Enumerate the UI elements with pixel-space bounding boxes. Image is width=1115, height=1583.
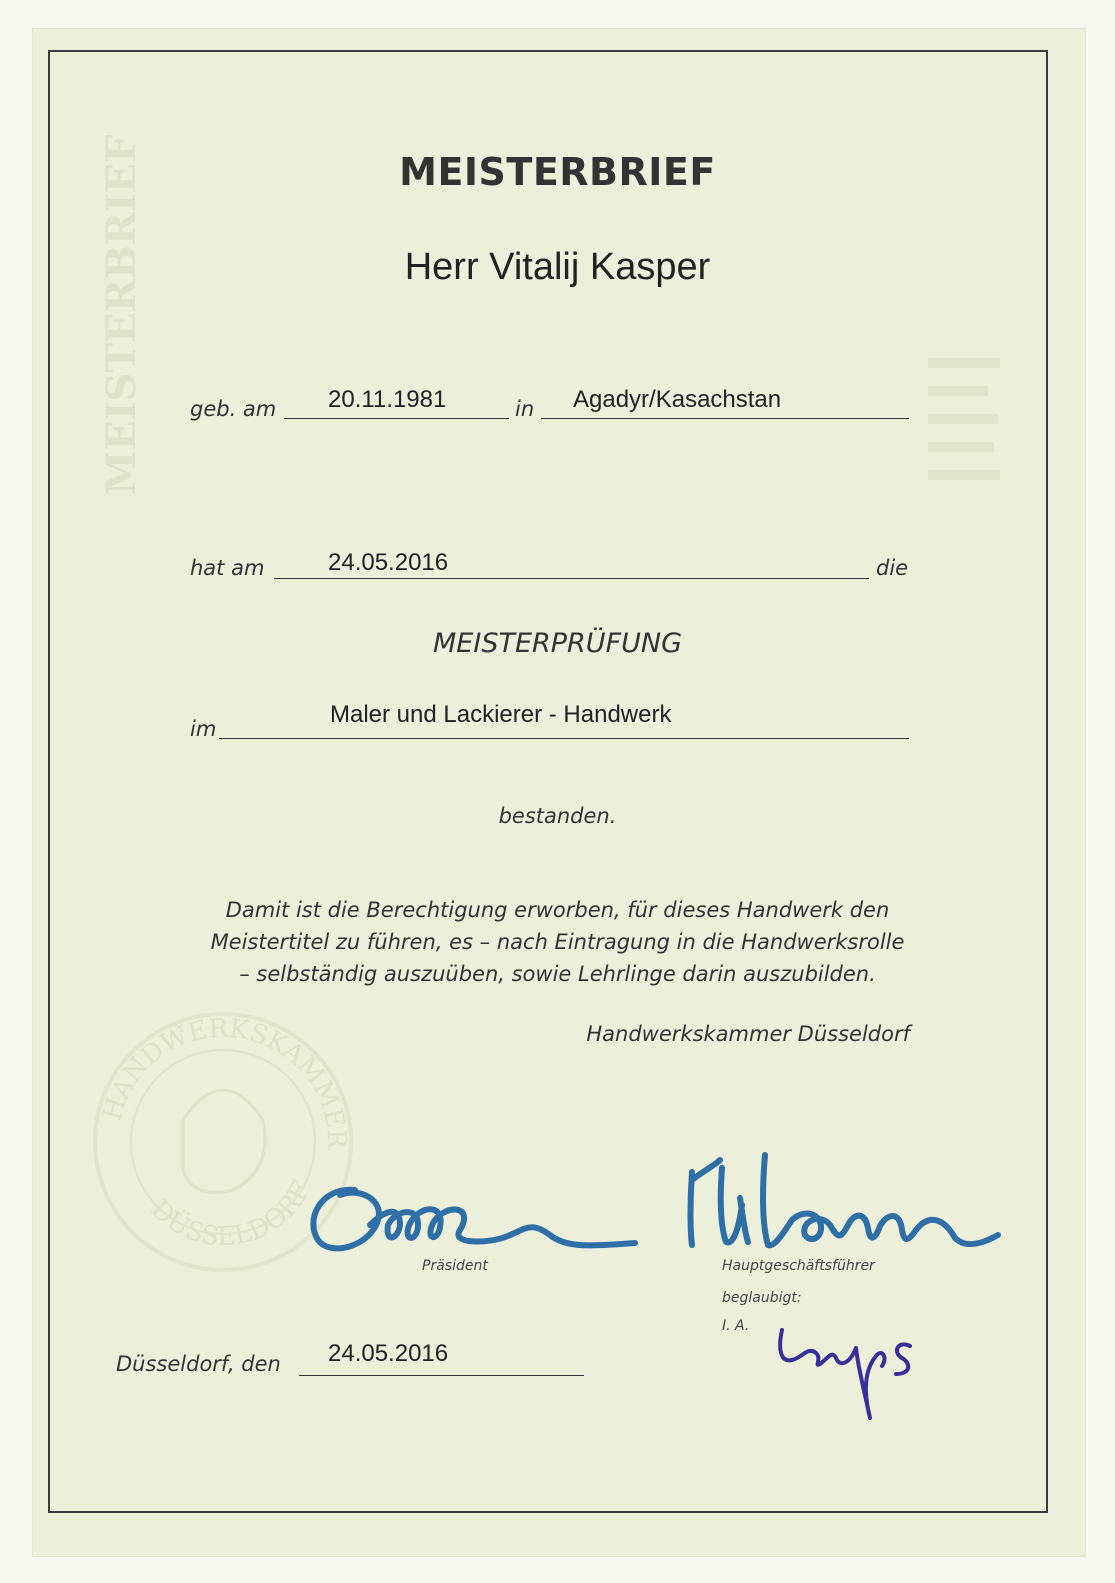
ghost-stamp-marks [928, 350, 1008, 525]
trade-line [219, 738, 909, 739]
birth-date-value: 20.11.1981 [328, 386, 447, 413]
body-line-3: – selbständig auszuüben, sowie Lehrlinge darin auszubilden. [239, 962, 876, 986]
president-signature [300, 1165, 650, 1270]
birth-date-label: geb. am [190, 397, 277, 421]
issuer: Handwerkskammer Düsseldorf [586, 1022, 910, 1046]
birth-date-line [284, 418, 509, 419]
president-caption: Präsident [422, 1258, 488, 1274]
certified-caption: beglaubigt: [722, 1290, 802, 1306]
birth-place-label: in [515, 397, 535, 421]
manager-signature [680, 1150, 1010, 1260]
passed-text: bestanden. [498, 804, 617, 828]
exam-date-label: hat am [190, 556, 265, 580]
page-title: MEISTERBRIEF [399, 150, 716, 194]
birth-place-line [541, 418, 909, 419]
certification-signature [770, 1318, 930, 1428]
exam-date-value: 24.05.2016 [328, 549, 449, 576]
recipient-name: Herr Vitalij Kasper [404, 246, 711, 288]
seal-text-bottom: DÜSSELDORF [144, 1176, 317, 1253]
place-date-label: Düsseldorf, den [116, 1352, 281, 1376]
exam-date-suffix: die [876, 556, 909, 580]
seal-text-top: HANDWERKSKAMMER [97, 1013, 352, 1150]
place-date-value: 24.05.2016 [328, 1340, 449, 1367]
watermark-vertical: MEISTERBRIEF [98, 134, 145, 495]
body-line-1: Damit ist die Berechtigung erworben, für dieses Handwerk den [225, 898, 890, 922]
ia-caption: I. A. [722, 1318, 750, 1334]
place-date-line [299, 1375, 584, 1376]
trade-label: im [190, 717, 217, 741]
manager-caption: Hauptgeschäftsführer [722, 1258, 875, 1274]
birth-place-value: Agadyr/Kasachstan [573, 386, 782, 413]
exam-date-line [274, 578, 869, 579]
exam-title: MEISTERPRÜFUNG [433, 628, 682, 659]
trade-value: Maler und Lackierer - Handwerk [330, 701, 672, 728]
body-line-2: Meistertitel zu führen, es – nach Eintragung in die Handwerksrolle [210, 930, 905, 954]
